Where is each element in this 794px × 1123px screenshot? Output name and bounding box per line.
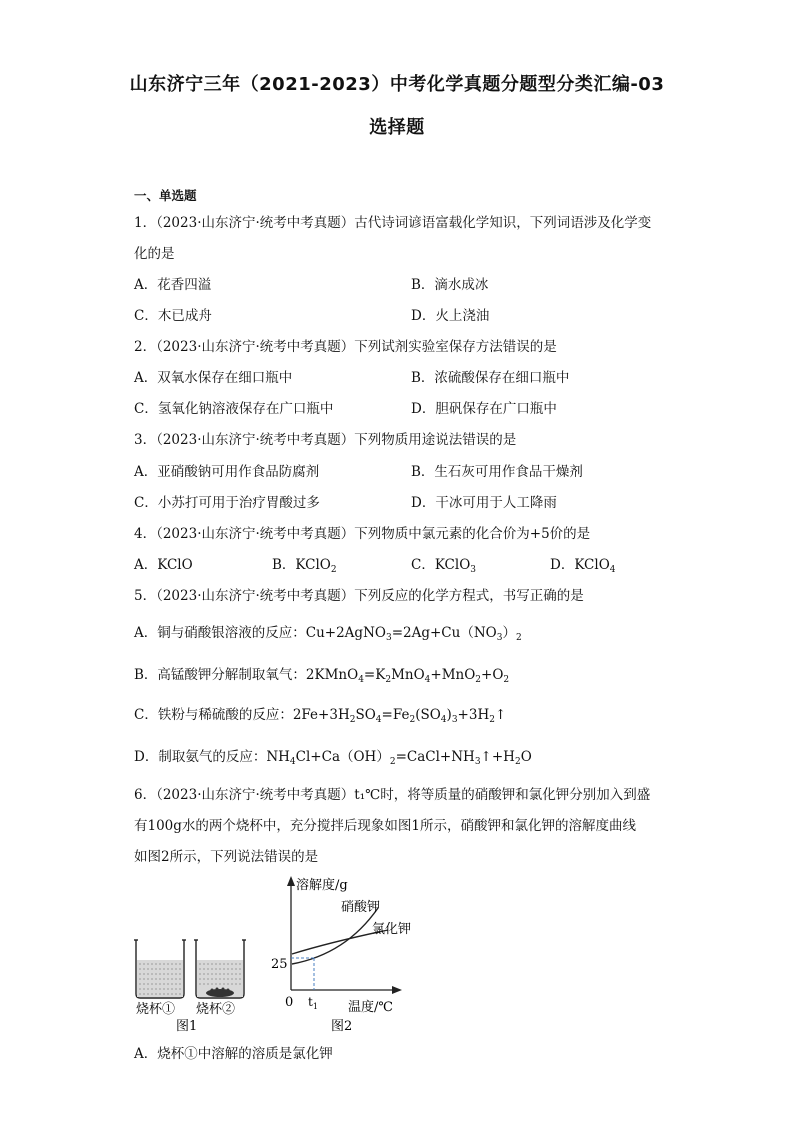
undissolved-solid [206, 989, 234, 997]
document-title-line1: 山东济宁三年（2021-2023）中考化学真题分题型分类汇编-03 [129, 74, 665, 95]
solubility-figure [126, 872, 426, 1037]
q5-option-d: D．制取氨气的反应：$NH_4Cl+Ca(OH)_2=CaCl+NH_3↑+H_2O$ [134, 749, 532, 767]
question-6-stem: 6．（2023·山东济宁·统考中考真题）t₁℃时，将等质量的硝酸钾和氯化钾分别加入到盛 [134, 787, 651, 803]
q2-option-a: A．双氧水保存在细口瓶中 [134, 370, 293, 386]
x-axis-arrow [392, 986, 402, 994]
q1-option-c: C．木已成舟 [134, 308, 212, 324]
solubility-chart [271, 876, 411, 1034]
x-axis-label: 温度/℃ [348, 1000, 393, 1015]
beaker-2 [194, 940, 246, 998]
beaker-1-label: 烧杯① [136, 1002, 176, 1017]
y-axis-label: 溶解度/g [296, 878, 348, 893]
figure-1-caption: 图1 [176, 1019, 198, 1034]
q3-option-b: B．生石灰可用作食品干燥剂 [411, 464, 583, 480]
curve-potassium-nitrate [292, 908, 378, 964]
q4-option-b: B．KClO$_2$ [272, 557, 337, 575]
question-1-stem-cont: 化的是 [134, 246, 175, 262]
question-6-stem-cont2: 如图2所示，下列说法错误的是 [134, 849, 319, 865]
y-tick-label: 25 [271, 957, 288, 972]
question-4-stem: 4．（2023·山东济宁·统考中考真题）下列物质中氯元素的化合价为+5价的是 [134, 526, 591, 542]
q6-option-a: A．烧杯①中溶解的溶质是氯化钾 [134, 1046, 333, 1062]
question-1-stem: 1．（2023·山东济宁·统考中考真题）古代诗词谚语富载化学知识，下列词语涉及化学变 [134, 215, 652, 231]
q2-option-c: C．氢氧化钠溶液保存在广口瓶中 [134, 401, 334, 417]
q4-option-a: A．KClO [134, 557, 193, 573]
question-5-stem: 5．（2023·山东济宁·统考中考真题）下列反应的化学方程式，书写正确的是 [134, 588, 584, 604]
document-title-line2: 选择题 [369, 117, 425, 138]
x-tick-label: $t_1$ [308, 995, 318, 1011]
question-2-stem: 2．（2023·山东济宁·统考中考真题）下列试剂实验室保存方法错误的是 [134, 339, 557, 355]
question-3-stem: 3．（2023·山东济宁·统考中考真题）下列物质用途说法错误的是 [134, 432, 517, 448]
curve-label-potassium-nitrate: 硝酸钾 [341, 900, 381, 915]
q2-option-b: B．浓硫酸保存在细口瓶中 [411, 370, 570, 386]
q3-option-c: C．小苏打可用于治疗胃酸过多 [134, 495, 320, 511]
q1-option-d: D．火上浇油 [411, 308, 490, 324]
figure-2-caption: 图2 [331, 1019, 353, 1034]
q4-option-c: C．KClO$_3$ [411, 557, 477, 575]
q5-option-a: A．铜与硝酸银溶液的反应：$Cu+2AgNO_3=2Ag+Cu(NO_3)_2$ [134, 625, 522, 643]
origin-label: 0 [285, 995, 294, 1010]
beaker-1 [134, 940, 186, 998]
q3-option-d: D．干冰可用于人工降雨 [411, 495, 557, 511]
q2-option-d: D．胆矾保存在广口瓶中 [411, 401, 557, 417]
question-6-stem-cont1: 有100g水的两个烧杯中，充分搅拌后现象如图1所示，硝酸钾和氯化钾的溶解度曲线 [134, 818, 636, 834]
beaker-2-label: 烧杯② [196, 1002, 236, 1017]
q1-option-a: A．花香四溢 [134, 277, 212, 293]
q4-option-d: D．KClO$_4$ [550, 557, 616, 575]
y-axis-arrow [287, 876, 295, 886]
q3-option-a: A．亚硝酸钠可用作食品防腐剂 [134, 464, 320, 480]
curve-label-potassium-chloride: 氯化钾 [372, 922, 412, 937]
q1-option-b: B．滴水成冰 [411, 277, 489, 293]
q5-option-b: B．高锰酸钾分解制取氧气：$2KMnO_4=K_2MnO_4+MnO_2+O_2$ [134, 667, 510, 685]
section-heading: 一、单选题 [134, 188, 197, 203]
q5-option-c: C．铁粉与稀硫酸的反应：$2Fe+3H_2SO_4=Fe_2(SO_4)_3+3H_2↑$ [134, 707, 507, 725]
